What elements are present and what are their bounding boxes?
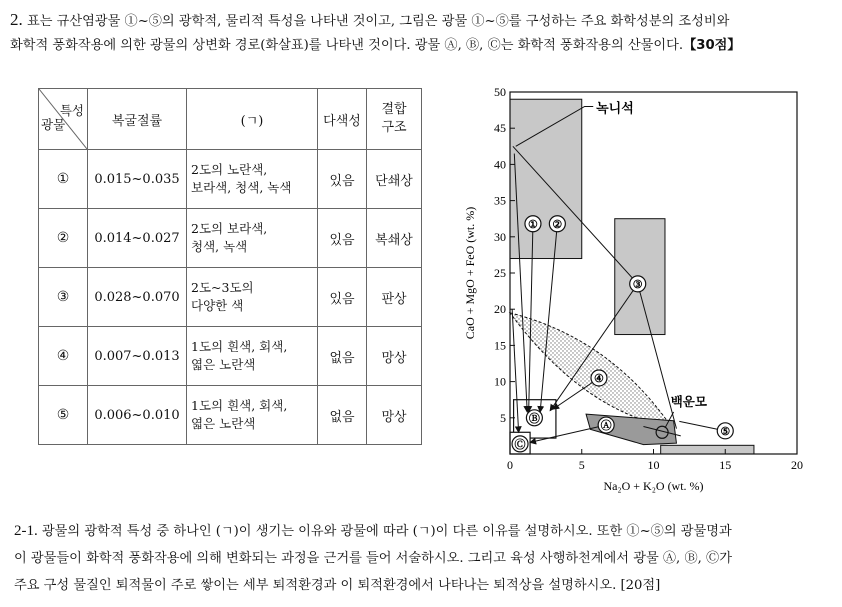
- header-structure: 결합 구조: [367, 89, 422, 150]
- mineral-id: ③: [39, 268, 88, 327]
- label-chlorite: 녹니석: [596, 100, 634, 116]
- mineral-properties-table: [38, 88, 422, 445]
- interference-color: 1도의 흰색, 회색, 엷은 노란색: [187, 386, 318, 445]
- y-tick-label: 15: [494, 338, 506, 353]
- y-tick-label: 45: [494, 121, 506, 136]
- table-row: [39, 327, 422, 386]
- x-tick-label: 5: [578, 458, 585, 472]
- point-label-4: ④: [594, 372, 604, 385]
- structure-value: 망상: [367, 386, 422, 445]
- pleochroism-value: 있음: [318, 150, 367, 209]
- question-line-2: [10, 34, 836, 58]
- birefringence-value: 0.028~0.070: [88, 268, 187, 327]
- birefringence-value: 0.006~0.010: [88, 386, 187, 445]
- point-label-8: Ⓒ: [514, 438, 526, 451]
- mineral-id: ①: [39, 150, 88, 209]
- interference-color: 2도~3도의 다양한 색: [187, 268, 318, 327]
- question-header: [10, 8, 836, 58]
- field-1-2: [510, 99, 582, 258]
- field-5: [661, 445, 754, 454]
- mineral-id: ④: [39, 327, 88, 386]
- structure-value: 판상: [367, 268, 422, 327]
- birefringence-value: 0.015~0.035: [88, 150, 187, 209]
- label-muscovite: 백운모: [670, 395, 707, 410]
- table-row: [39, 386, 422, 445]
- interference-color: 1도의 흰색, 회색, 엷은 노란색: [187, 327, 318, 386]
- y-tick-label: 25: [494, 266, 506, 280]
- x-tick-label: 10: [647, 458, 660, 472]
- mineral-id: ⑤: [39, 386, 88, 445]
- y-tick-label: 50: [494, 85, 506, 99]
- point-label-2: ②: [552, 218, 563, 231]
- table-row: [39, 209, 422, 268]
- birefringence-value: 0.014~0.027: [88, 209, 187, 268]
- x-tick-label: 15: [719, 458, 732, 472]
- pleochroism-value: 없음: [318, 327, 367, 386]
- y-tick-label: 20: [494, 302, 506, 317]
- mineral-id: ②: [39, 209, 88, 268]
- question-number: 2.: [10, 10, 23, 29]
- table-row: [39, 268, 422, 327]
- corner-bottom-label: 광물: [41, 117, 66, 132]
- point-label-6: Ⓐ: [600, 420, 612, 433]
- table-header-row: [39, 89, 422, 150]
- point-label-7: Ⓑ: [528, 412, 540, 425]
- pleochroism-value: 있음: [318, 209, 367, 268]
- y-tick-label: 30: [494, 229, 506, 244]
- table-row: [39, 150, 422, 209]
- pleochroism-value: 있음: [318, 268, 367, 327]
- question-line-1: [10, 8, 836, 34]
- header-pleochroism: 다색성: [318, 89, 367, 150]
- interference-color: 2도의 보라색, 청색, 녹색: [187, 209, 318, 268]
- header-interference-color: (ㄱ): [187, 89, 318, 150]
- composition-chart: [458, 82, 828, 502]
- structure-value: 단쇄상: [367, 150, 422, 209]
- structure-value: 망상: [367, 327, 422, 386]
- birefringence-value: 0.007~0.013: [88, 327, 187, 386]
- y-axis-label: CaO + MgO + FeO (wt. %): [463, 206, 477, 340]
- sub-question: 2-1. 광물의 광학적 특성 중 하나인 (ㄱ)이 생기는 이유와 광물에 따라 (ㄱ)이 다른 이유를 설명하시오. 또한 ①~⑤의 광물명과 이 광물들이 화학적 풍화작용에 의해 변화되는 과정을 근거를 들어 서술하시오. 그리고 육성 사행하천계에서 광물 Ⓐ, Ⓑ, Ⓒ가 주요 구성 물질인 퇴적물이 주로 쌓이는 세부 퇴적환경과 이 퇴적환경에서 나타나는 퇴적상을 설명하시오. [20점]: [14, 523, 732, 593]
- x-tick-label: 20: [791, 458, 803, 472]
- question-points: 【30점】: [683, 38, 741, 53]
- x-axis-label: Na₂O + K₂O (wt. %): [603, 479, 704, 493]
- y-tick-label: 35: [494, 193, 506, 208]
- header-corner: [39, 89, 88, 150]
- question-text-2: 화학적 풍화작용에 의한 광물의 상변화 경로(화살표)를 나타낸 것이다. 광물 Ⓐ, Ⓑ, Ⓒ는 화학적 풍화작용의 산물이다.: [10, 38, 684, 53]
- plot-area: [494, 85, 803, 472]
- point-label-3: ③: [632, 278, 643, 291]
- point-label-1: ①: [528, 218, 538, 231]
- question-text-1: 표는 규산염광물 ①~⑤의 광학적, 물리적 특성을 나타낸 것이고, 그림은 광물 ①~⑤를 구성하는 주요 화학성분의 조성비와: [26, 14, 730, 29]
- y-tick-label: 10: [494, 374, 506, 389]
- y-tick-label: 40: [494, 157, 506, 172]
- y-tick-label: 5: [500, 410, 506, 425]
- x-tick-label: 0: [507, 458, 513, 472]
- header-birefringence: 복굴절률: [88, 89, 187, 150]
- corner-top-label: 특성: [59, 103, 84, 118]
- interference-color: 2도의 노란색, 보라색, 청색, 녹색: [187, 150, 318, 209]
- point-label-5: ⑤: [720, 425, 731, 438]
- structure-value: 복쇄상: [367, 209, 422, 268]
- pleochroism-value: 없음: [318, 386, 367, 445]
